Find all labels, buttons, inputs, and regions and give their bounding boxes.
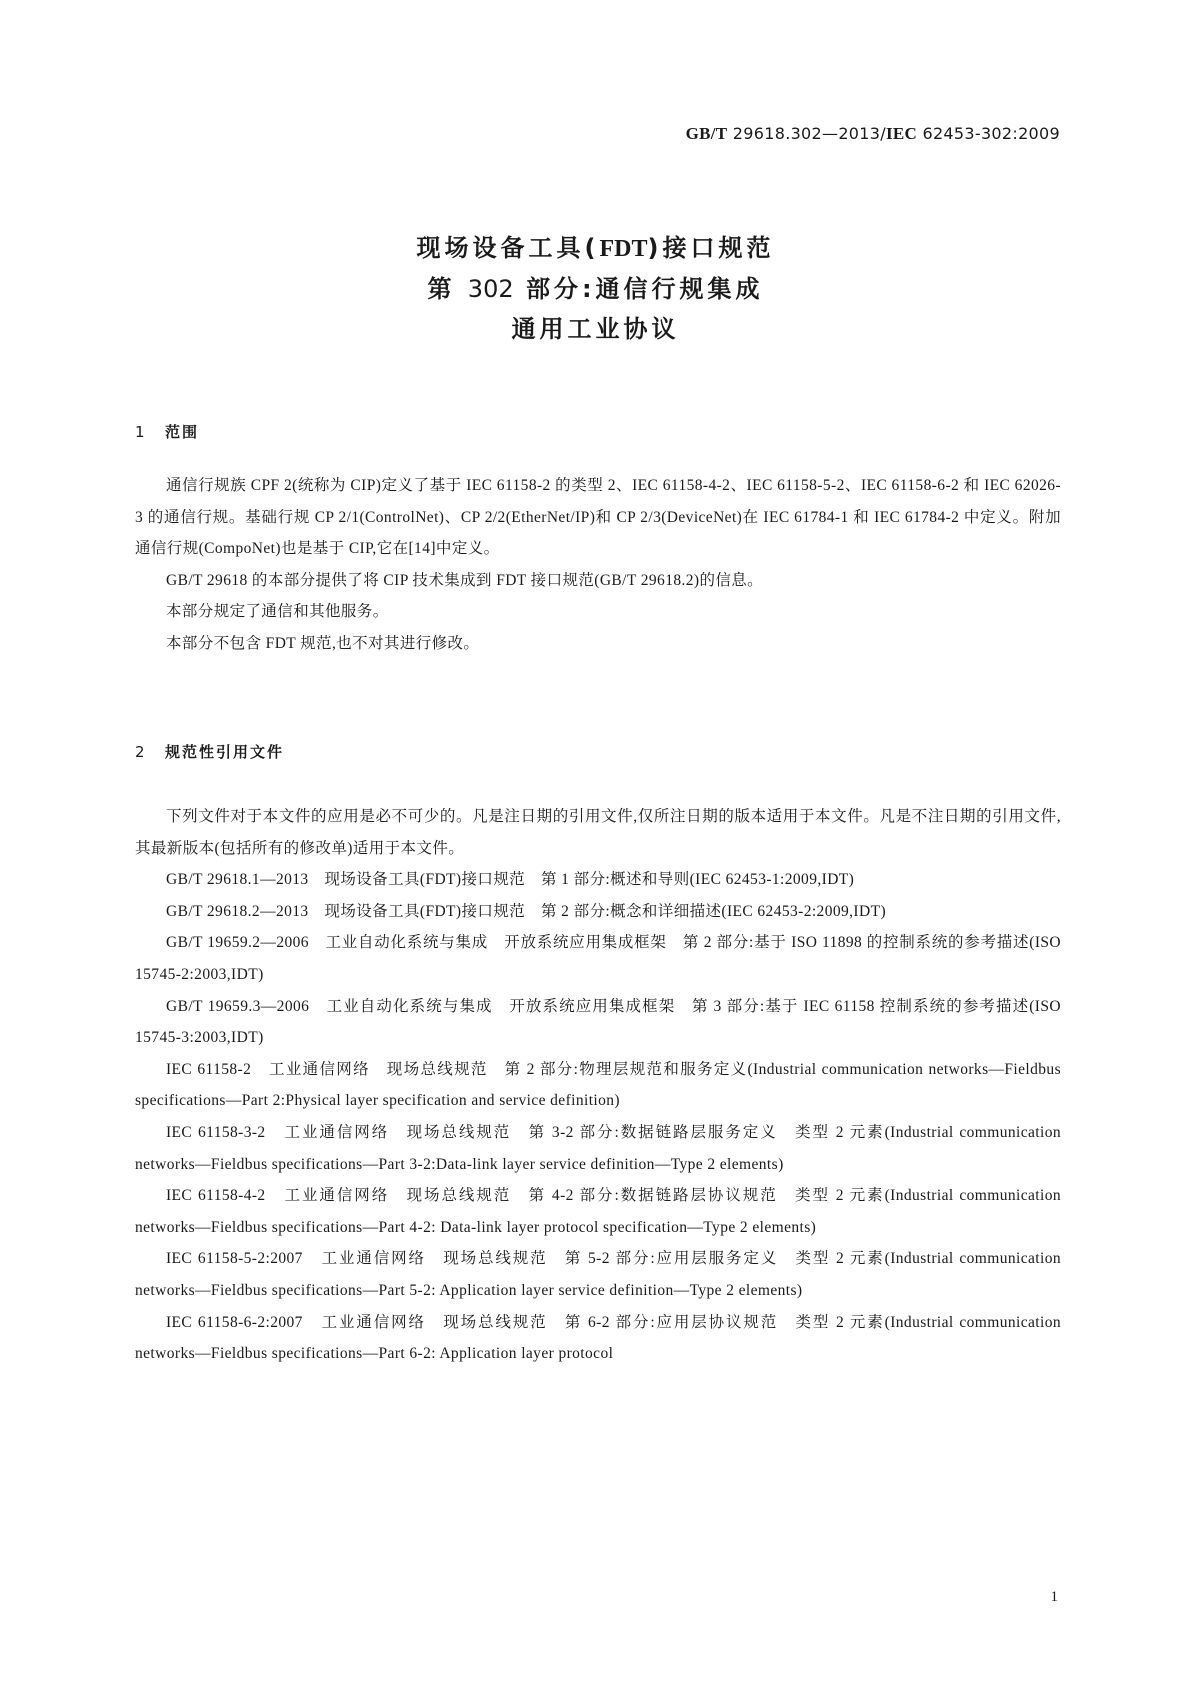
- reference-item: IEC 61158-3-2 工业通信网络 现场总线规范 第 3-2 部分:数据链路层服务定义 类型 2 元素(Industrial communication networks—Fieldbus specifications—Part 3-2:Data-link layer service definition—Type 2 elements): [135, 1123, 1061, 1173]
- title-text: 第: [427, 275, 468, 303]
- reference-item: GB/T 19659.3—2006 工业自动化系统与集成 开放系统应用集成框架 第 3 部分:基于 IEC 61158 控制系统的参考描述(ISO 15745-3:2003,IDT): [135, 997, 1061, 1047]
- title-text: )接口规范: [647, 234, 775, 262]
- reference-item: IEC 61158-5-2:2007 工业通信网络 现场总线规范 第 5-2 部分:应用层服务定义 类型 2 元素(Industrial communication networks—Fieldbus specifications—Part 5-2: Application layer service definition—Type 2 elements): [135, 1250, 1061, 1299]
- paragraph: 本部分不包含 FDT 规范,也不对其进行修改。: [166, 634, 480, 652]
- document-title: [0, 228, 1191, 349]
- section-scope-body: [135, 470, 1061, 660]
- paragraph: 通信行规族 CPF 2(统称为 CIP)定义了基于 IEC 61158-2 的类型 2、IEC 61158-4-2、IEC 61158-5-2、IEC 61158-6-2 和 IEC 62026-3 的通信行规。基础行规 CP 2/1(ControlNet)、CP 2/2(EtherNet/IP)和 CP 2/3(DeviceNet)在 IEC 61784-1 和 IEC 61784-2 中定义。附加通信行规(CompoNet)也是基于 CIP,它在[14]中定义。: [135, 477, 1061, 558]
- reference-item: IEC 61158-6-2:2007 工业通信网络 现场总线规范 第 6-2 部分:应用层协议规范 类型 2 元素(Industrial communication networks—Fieldbus specifications—Part 6-2: Application layer protocol: [135, 1313, 1061, 1363]
- title-line-2: [0, 269, 1191, 309]
- standard-code-header: [686, 124, 1060, 144]
- section-number: 1: [135, 423, 145, 441]
- iec-number: 62453-302:2009: [922, 124, 1060, 143]
- title-fdt: FDT: [599, 236, 648, 262]
- reference-item: GB/T 19659.2—2006 工业自动化系统与集成 开放系统应用集成框架 第 2 部分:基于 ISO 11898 的控制系统的参考描述(ISO 15745-2:2003,IDT): [135, 934, 1061, 983]
- section-number: 2: [135, 743, 145, 761]
- paragraph-intro: 下列文件对于本文件的应用是必不可少的。凡是注日期的引用文件,仅所注日期的版本适用于本文件。凡是不注日期的引用文件,其最新版本(包括所有的修改单)适用于本文件。: [135, 808, 1061, 857]
- reference-item: GB/T 29618.2—2013 现场设备工具(FDT)接口规范 第 2 部分:概念和详细描述(IEC 62453-2:2009,IDT): [166, 902, 887, 920]
- paragraph: GB/T 29618 的本部分提供了将 CIP 技术集成到 FDT 接口规范(GB/T 29618.2)的信息。: [166, 571, 764, 589]
- section-heading-normative-references: [135, 741, 284, 762]
- title-text: 现场设备工具(: [416, 234, 600, 262]
- title-line-3: 通用工业协议: [511, 315, 680, 343]
- reference-item: IEC 61158-2 工业通信网络 现场总线规范 第 2 部分:物理层规范和服务定义(Industrial communication networks—Fieldbus specifications—Part 2:Physical layer specification and service definition): [135, 1060, 1061, 1110]
- section-title: 规范性引用文件: [165, 743, 285, 761]
- iec-prefix: IEC: [885, 124, 918, 143]
- section-references-body: [135, 801, 1061, 1370]
- reference-item: IEC 61158-4-2 工业通信网络 现场总线规范 第 4-2 部分:数据链路层协议规范 类型 2 元素(Industrial communication networks—Fieldbus specifications—Part 4-2: Data-link layer protocol specification—Type 2 elements): [135, 1187, 1061, 1236]
- std-prefix: GB/T: [685, 124, 728, 143]
- reference-item: GB/T 29618.1—2013 现场设备工具(FDT)接口规范 第 1 部分:概述和导则(IEC 62453-1:2009,IDT): [166, 871, 855, 889]
- std-number: 29618.302—2013/: [732, 124, 886, 143]
- paragraph: 本部分规定了通信和其他服务。: [166, 603, 389, 621]
- title-line-1: [0, 228, 1191, 269]
- title-text: 部分:通信行规集成: [513, 275, 764, 303]
- section-title: 范围: [165, 423, 200, 441]
- section-heading-scope: [135, 421, 199, 442]
- page-number: 1: [1050, 1589, 1058, 1605]
- title-part-number: 302: [467, 275, 514, 303]
